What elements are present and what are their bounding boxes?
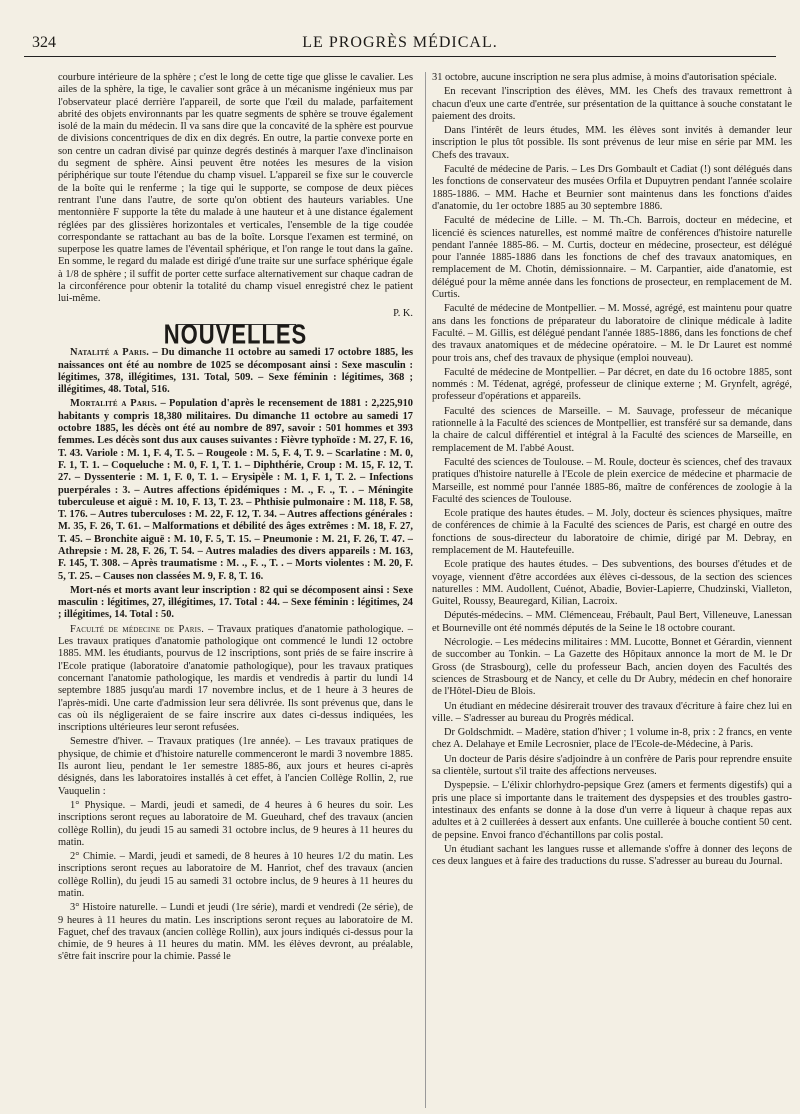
news-paragraph: En recevant l'inscription des élèves, MM. les Chefs des travaux remettront à chacun d'eux une carte d'entrée, sur présentation de la quittance à souche constatant le paiement des droits. bbox=[432, 86, 792, 122]
news-paragraph: 31 octobre, aucune inscription ne sera plus admise, à moins d'autorisation spéciale. bbox=[432, 72, 777, 83]
news-paragraph: Faculté de médecine de Montpellier. – Par décret, en date du 16 octobre 1885, sont nommés : M. Tédenat, agrégé, professeur de clinique externe ; M. Grynfelt, agrégé, professeur d'opérations et appareils. bbox=[432, 366, 792, 403]
news-paragraph: Faculté de médecine de Montpellier. – M. Mossé, agrégé, est maintenu pour quatre ans dans les fonctions de préparateur du laboratoire de clinique médicale à ladite Faculté. – M. Gillis, est délégué pendant l'année 1885-1886, dans les fonctions de chef des travaux anatomiques et de médecine opératoire. – M. le Dr Lauret est nommé pour trois ans, chef des travaux de physique (emploi nouveau). bbox=[432, 303, 792, 364]
news-text: – Du dimanche 11 octobre au samedi 17 octobre 1885, les naissances ont été au nombre de 1025 se décomposant ainsi : Sexe masculin : légitimes, 378, illégitimes, 131. Total, 509. – Sexe féminin : légitimes, 368 ; illégitimes, 48. Total, 516. bbox=[58, 347, 413, 396]
news-item-mort-nes: Mort-nés et morts avant leur inscription : 82 qui se décomposent ainsi : Sexe masculin : légitimes, 27, illégitimes, 17. Total : 44. – Sexe féminin : légitimes, 24 ; illégitimes, 14. Total : 50. bbox=[58, 584, 413, 621]
news-item-mortalite bbox=[58, 398, 413, 582]
left-column bbox=[58, 72, 413, 1108]
course-item: 2° Chimie. – Mardi, jeudi et samedi, de 8 heures à 10 heures 1/2 du matin. Les inscriptions seront reçues au laboratoire de M. Hanriot, chef des travaux (ancien collège Rollin), du jeudi 15 au samedi 31 octobre inclus, de 9 heures à 11 heures du matin. bbox=[58, 851, 413, 899]
news-paragraph: Faculté des sciences de Marseille. – M. Sauvage, professeur de mécanique rationnelle à la Faculté des sciences de Montpellier, est transféré sur sa demande, dans la chaire de calcul différentiel et intégral à la Faculté des sciences de Marseille, en remplacement de M. l'abbé Aoust. bbox=[432, 405, 792, 454]
section-title: NOUVELLES bbox=[163, 318, 308, 350]
news-label: Mortalité a Paris. bbox=[70, 398, 158, 410]
course-item: 1° Physique. – Mardi, jeudi et samedi, de 4 heures à 6 heures du soir. Les inscriptions seront reçues au laboratoire de M. Gueuhard, chef des travaux (ancien collège Rollin), du jeudi 15 au samedi 31 octobre inclus, de 9 heures à 11 heures du matin. bbox=[58, 799, 413, 848]
news-label: Faculté de médecine de Paris. bbox=[70, 623, 204, 635]
news-label: Natalité a Paris. bbox=[70, 347, 150, 359]
news-item-faculte-paris bbox=[58, 624, 413, 735]
course-item: 3° Histoire naturelle. – Lundi et jeudi (1re série), mardi et vendredi (2e série), de 9 heures à 11 heures du matin. Les inscriptions seront reçues au laboratoire de M. Faguet, chef des travaux (ancien collège Rollin), aux jours indiqués ci-dessus pour la chimie, de 9 heures à 11 heures du matin. MM. les élèves devront, au préalable, s'être fait inscrire pour la chimie. Passé le bbox=[58, 902, 413, 963]
news-paragraph: Nécrologie. – Les médecins militaires : MM. Lucotte, Bonnet et Gérardin, viennent de succomber au Tonkin. – La Gazette des Hôpitaux annonce la mort de M. le Dr Gross (de Strasbourg), celle du professeur Bach, ancien doyen des Facultés des sciences de Strasbourg et de Nancy, et celle du Dr Aubry, médecin en chef honoraire de l'Hôtel-Dieu de Blois. bbox=[432, 637, 792, 698]
news-paragraph: Un docteur de Paris désire s'adjoindre à un confrère de Paris pour reprendre ensuite sa clientèle, surtout s'il traite des affections nerveuses. bbox=[432, 753, 792, 778]
news-paragraph: Faculté de médecine de Paris. – Les Drs Gombault et Cadiat (!) sont délégués dans les fonctions de conservateur des musées Orfila et Dupuytren pendant l'année scolaire 1885-1886. – MM. Hache et Beurnier sont maintenus dans les fonctions d'aides d'anatomie, du 1er octobre 1885 au 30 septembre 1886. bbox=[432, 164, 792, 212]
news-paragraph: Un étudiant en médecine désirerait trouver des travaux d'écriture à faire chez lui en ville. – S'adresser au bureau du Progrès médical. bbox=[432, 700, 792, 724]
news-paragraph: Députés-médecins. – MM. Clémenceau, Frébault, Paul Bert, Villeneuve, Lanessan et Bourneville ont été nommés députés de la Seine le 18 octobre courant. bbox=[432, 610, 792, 634]
news-paragraph: Faculté des sciences de Toulouse. – M. Roule, docteur ès sciences, chef des travaux pratiques d'histoire naturelle à l'Ecole de plein exercice de médecine et pharmacie de Marseille, est nommé pour l'année 1885-86, maître de conférences de zoologie à la Faculté des sciences de Toulouse. bbox=[432, 456, 792, 505]
news-paragraph: Dr Goldschmidt. – Madère, station d'hiver ; 1 volume in-8, prix : 2 francs, en vente chez A. Delahaye et Emile Lecrosnier, place de l'Ecole-de-Médecine, à Paris. bbox=[432, 727, 792, 751]
right-column bbox=[425, 72, 792, 1108]
news-paragraph: Dyspepsie. – L'élixir chlorhydro-pepsique Grez (amers et ferments digestifs) qui a pris une place si importante dans le traitement des dyspepsies et des troubles gastro-intestinaux des enfants se donne à la dose d'un verre à liqueur à chaque repas aux adultes et à 2 cuillerées à dessert aux enfants. Une cuillerée à bouche contient 50 cent. de pepsine. Envoi franco d'échantillons par colis postal. bbox=[432, 780, 792, 841]
running-title: LE PROGRÈS MÉDICAL. bbox=[302, 34, 498, 51]
page-number: 324 bbox=[32, 34, 56, 51]
news-paragraph: Faculté de médecine de Lille. – M. Th.-Ch. Barrois, docteur en médecine, et licencié ès sciences naturelles, est nommé maître de conférences d'histoire naturelle pendant l'année 1885-86. – M. Curtis, docteur en médecine, prosecteur, est délégué pour l'année 1885-1886 dans les fonctions de chef des travaux anatomiques, en remplacement de M. Chotin, démissionnaire. – M. Carpantier, aide d'anatomie, est délégué pour la même année dans les fonctions de prosecteur, en remplacement de M. Curtis. bbox=[432, 215, 792, 301]
author-signature: P. K. bbox=[393, 307, 413, 319]
article-continuation: courbure intérieure de la sphère ; c'est le long de cette tige que glisse le cavalier. Les ailes de la sphère, la tige, le cavalier sont grâce à un mécanisme ingénieux mus par l'observateur placé derrière l'appareil, de sorte que l'œil du malade, parfaitement abrité des objets environnants par les quatre segments de sphère se trouve également isolé de la main du médecin. Il va sans dire que la concavité de la sphère est pourvue de divisions concentriques de dix en dix degrés. En outre, la partie convexe porte en son centre un cadran divisé par quinze degrés destinés à marquer l'axe d'inclinaison du segment de sphère. Ainsi peuvent être notées les mesures de la vision périphérique sur toute l'étendue du champ visuel. L'appareil se fixe sur le couvercle de la boîte qui le renferme ; la tige qui le supporte, se compose de deux pièces rentrant l'une dans l'autre, de sorte qu'on obtient des hauteurs variables. Une mentonnière F supporte la tête du malade à une hauteur et à une distance également réglées par des glissières horizontales et verticales, l'ensemble de la tige coudée correspondante se rattachant au bas de la boîte. Lorsque l'examen est terminé, on superpose les quatre lames de l'éventail sphérique, et l'on range le tout dans la gaîne. En somme, le regard du malade est dirigé d'une traite sur une surface sphérique égale à 1/8 de sphère ; il suffit de porter cette surface alternativement sur chaque cadran de la circonférence pour obtenir la totalité du champ visuel enregistré chez le patient lui-même. bbox=[58, 72, 413, 305]
news-paragraph: Un étudiant sachant les langues russe et allemande s'offre à donner des leçons de ces deux langues et à faire des traductions du russe. S'adresser au bureau du Journal. bbox=[432, 843, 792, 868]
news-text: – Travaux pratiques d'anatomie pathologique. – Les travaux pratiques d'anatomie pathologique ont commencé le lundi 12 octobre 1885. MM. les étudiants, pourvus de 12 inscriptions, sont priés de se faire inscrire à l'Ecole pratique (laboratoire d'anatomie pathologique), pour les travaux pratiques concernant l'anatomie pathologique, les mardis et vendredis à partir du lundi 14 septembre 1885 jusqu'au mardi 17 novembre inclus, et de 1 heure à 3 heures de l'après-midi. Une carte d'admission leur sera délivrée. Ils sont prévenus que, dans le cas où ils négligeraient de se faire inscrire aux dates ci-dessus indiquées, les inscriptions ultérieures leur seront refusées. bbox=[58, 623, 413, 734]
news-paragraph: Ecole pratique des hautes études. – Des subventions, des bourses d'études et de voyage, viennent d'être accordées aux élèves ci-dessous, de la section des sciences naturelles : MM. Audollent, Cuénot, Abadie, Bovier-Lapierre, Chudzinski, Vialleton, Guitel, Roussy, Beauregard, Kilian, Lacroix. bbox=[432, 559, 792, 608]
page-header bbox=[24, 34, 776, 57]
news-item-semestre: Semestre d'hiver. – Travaux pratiques (1re année). – Les travaux pratiques de physique, de chimie et d'histoire naturelle commenceront le mardi 3 novembre 1885. Ils auront lieu, pendant le 1er semestre 1885-86, aux jours et heures ci-après désignés, dans les laboratoires installés à cet effet, à l'ancien Collège Rollin, 2, rue Vauquelin : bbox=[58, 736, 413, 797]
news-paragraph: Dans l'intérêt de leurs études, MM. les élèves sont invités à demander leur inscription le plus tôt possible. Ils sont prévenus de leur mise en série par MM. les Chefs des travaux. bbox=[432, 125, 792, 161]
news-item-natalite bbox=[58, 347, 413, 396]
news-paragraph: Ecole pratique des hautes études. – M. Joly, docteur ès sciences physiques, maître de conférences de chimie à la Faculté des sciences de Paris, est chargé en outre des fonctions de sous-directeur du laboratoire de chimie, dirigé par M. Debray, en remplacement de M. Hautefeuille. bbox=[432, 508, 792, 556]
news-text: – Population d'après le recensement de 1881 : 2,225,910 habitants y compris 18,380 militaires. Du dimanche 11 octobre au samedi 17 octobre 1885, les décès ont été au nombre de 897, savoir : 501 hommes et 393 femmes. Les décès sont dus aux causes suivantes : Fièvre typhoïde : M. 27, F. 16, T. 43. Variole : M. 1, F. 4, T. 5. – Rougeole : M. 5, F. 4, T. 9. – Scarlatine : M. 0, F. 1, T. 1. – Coqueluche : M. 0, F. 1, T. 1. – Diphthérie, Croup : M. 15, F. 12, T. 27. – Dyssenterie : M. 1, F. 0, T. 1. – Erysipèle : M. 1, F. 1, T. 2. – Infections puerpérales : 3. – Autres affections épidémiques : M. ., F. ., T. . – Méningite tuberculeuse et aiguë : M. 10, F. 13, T. 23. – Phthisie pulmonaire : M. 118, F. 58, T. 176. – Autres tuberculoses : M. 22, F. 12, T. 34. – Autres affections générales : M. 35, F. 26, T. 61. – Malformations et débilité des âges extrêmes : M. 18, F. 27, T. 45. – Bronchite aiguë : M. 10, F. 5, T. 15. – Pneumonie : M. 21, F. 26, T. 47. – Athrepsie : M. 28, F. 26, T. 54. – Autres maladies des divers appareils : M. 163, F. 145, T. 308. – Après traumatisme : M. ., F. ., T. . – Morts violentes : M. 20, F. 5, T. 25. – Causes non classées M. 9, F. 8, T. 16. bbox=[58, 398, 413, 582]
